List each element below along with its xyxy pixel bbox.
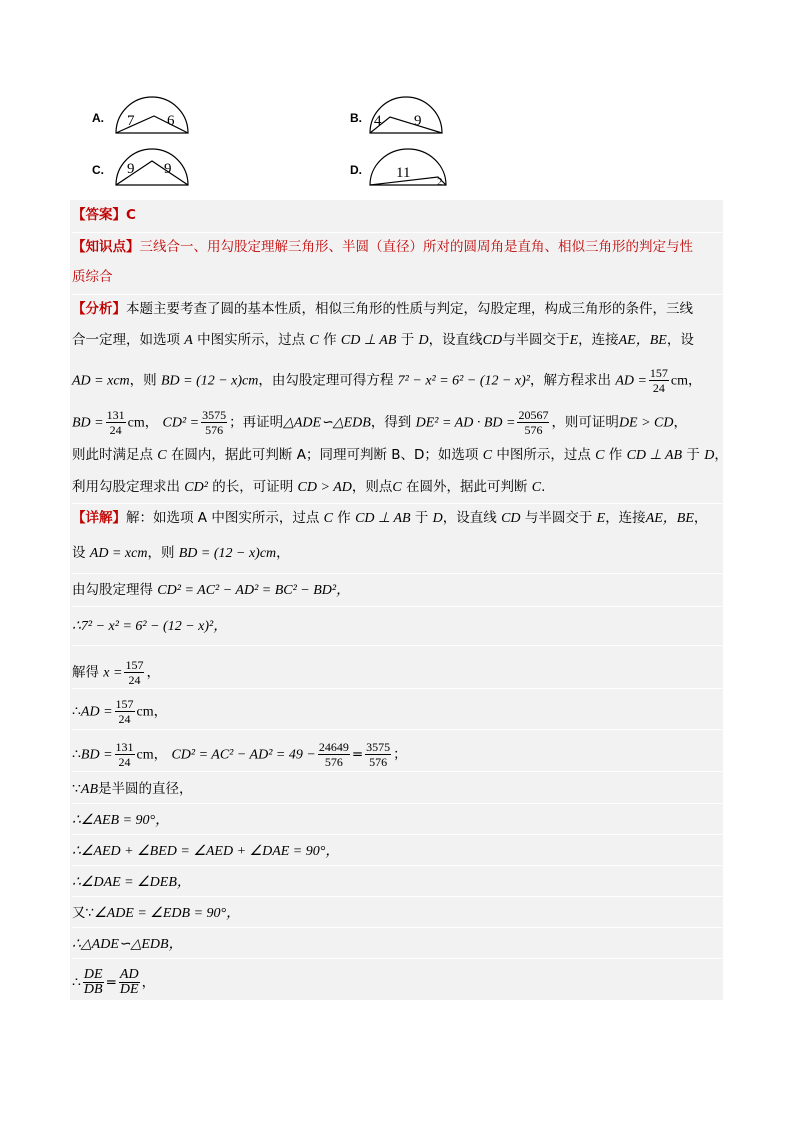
detail-line-13: ∴△ADE∽△EDB， [72,937,183,952]
analysis-line-6: 利用勾股定理求出 CD² 的长，可证明 CD > AD，则点C 在圆外，据此可判断 C. [72,479,546,495]
option-c-side-1: 9 [127,161,135,177]
option-d-figure [366,147,452,189]
knowledge-tag: 【知识点】 [72,239,140,255]
analysis-line-5: 则此时满足点 C 在圆内，据此可判断 A；同理可判断 B、D；如选项 C 中图所示，过点 C 作 CD ⊥ AB 于 D， [72,447,728,463]
detail-line-7: ∴BD = $\frac{131}{24}$ cm， CD² = AC² − AD² = 49 − $\frac{24649}{576}$ = $\frac{3575}{576}$ ； [72,740,407,769]
analysis-line-1: 【分析】本题主要考查了圆的基本性质，相似三角形的性质与判定，勾股定理，构成三角形的条件，三线 [72,301,693,317]
detail-line-11: ∴∠DAE = ∠DEB， [72,875,191,890]
analysis-line-2: 合一定理，如选项 A 中图实所示，过点 C 作 CD ⊥ AB 于 D，设直线CD与半圆交于E，连接AE，BE，设 [72,332,694,348]
detail-tag: 【详解】 [72,510,126,526]
option-c-side-2: 9 [164,161,172,177]
option-b-side-2: 9 [414,113,422,129]
detail-line-14: ∴ $\frac{DE}{DB}$ = $\frac{AD}{DE}$ ， [72,967,156,997]
option-a-side-1: 7 [127,113,135,129]
option-c-figure [112,147,192,189]
option-d-side-1: 11 [396,165,411,181]
analysis-line-4: BD = $\frac{131}{24}$ cm， CD² = $\frac{3575}{576}$ ；再证明△ADE∽△EDB，得到 DE² = AD · BD = $\frac{20567}{576}$ ，则可证明DE > CD， [72,408,687,437]
option-b-label[interactable]: B. [350,111,362,125]
option-d-side-2: 2 [437,176,443,188]
detail-line-8: ∵AB是半圆的直径， [72,781,193,797]
detail-line-9: ∴∠AEB = 90°， [72,813,170,828]
analysis-tag: 【分析】 [72,301,126,317]
detail-line-1: 【详解】解：如选项 A 中图实所示，过点 C 作 CD ⊥ AB 于 D，设直线 CD 与半圆交于 E，连接AE，BE， [72,510,708,526]
detail-line-12: 又∵∠ADE = ∠EDB = 90°， [72,905,241,921]
option-b-side-1: 4 [374,113,382,129]
option-d-label[interactable]: D. [350,163,362,177]
option-c-label[interactable]: C. [92,163,104,177]
detail-line-5: 解得 x = $\frac{157}{24}$ ， [72,658,160,687]
analysis-line-3: AD = xcm，则 BD = (12 − x)cm，由勾股定理可得方程 7² − x² = 6² − (12 − x)²，解方程求出 AD = $\frac{157}{24}$ cm， [72,366,702,395]
detail-line-10: ∴∠AED + ∠BED = ∠AED + ∠DAE = 90°， [72,844,340,859]
answer-tag: 【答案】 [72,207,126,223]
knowledge-line-2: 质综合 [72,269,113,285]
option-a-label[interactable]: A. [92,111,104,125]
knowledge-line-1: 【知识点】三线合一、用勾股定理解三角形、半圆（直径）所对的圆周角是直角、相似三角形的判定与性 [72,239,693,255]
detail-line-6: ∴AD = $\frac{157}{24}$ cm， [72,697,168,726]
option-a-figure [112,95,192,137]
detail-line-3: 由勾股定理得 CD² = AC² − AD² = BC² − BD²， [72,582,351,598]
detail-line-4: ∴7² − x² = 6² − (12 − x)²， [72,619,228,634]
answer-value: C [126,207,136,223]
option-a-side-2: 6 [167,113,175,129]
detail-line-2: 设 AD = xcm，则 BD = (12 − x)cm， [72,545,290,561]
answer-line [72,205,136,225]
option-b-figure [366,95,446,137]
